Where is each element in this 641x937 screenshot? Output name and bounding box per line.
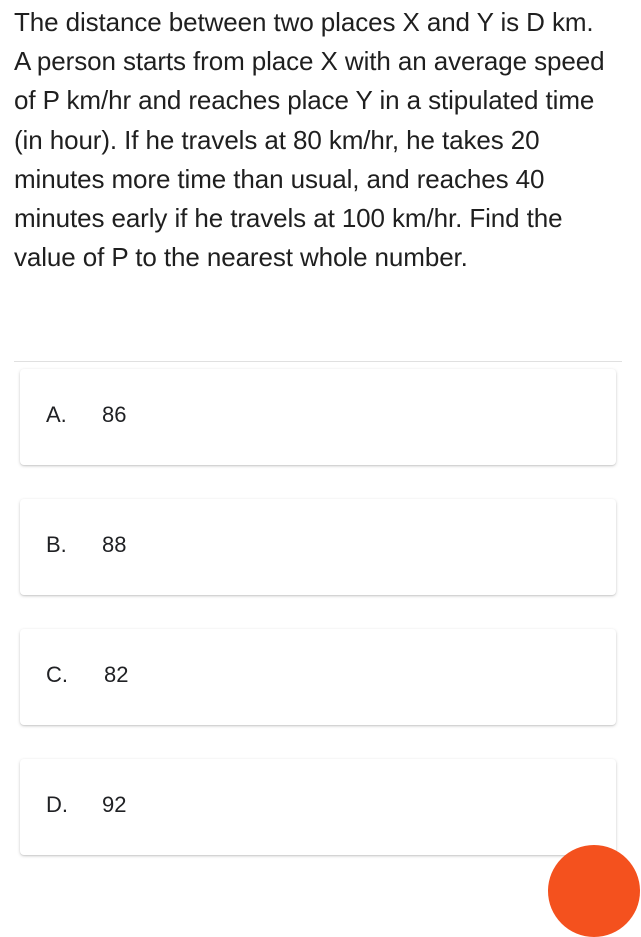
option-d-value: 92 [102, 792, 127, 817]
option-c-card[interactable] [20, 629, 616, 725]
option-d-card[interactable] [20, 759, 616, 855]
option-a-value: 86 [102, 402, 127, 427]
question-text: The distance between two places X and Y is D km. A person starts from place X with an average speed of P km/hr and reaches place Y in a stipulated time (in hour). If he travels at 80 km/hr, he takes 20 minutes more time than usual, and reaches 40 minutes early if he travels at 100 km/hr. Find the value of P to the nearest whole number. [14, 7, 605, 273]
option-c-value: 82 [104, 662, 129, 687]
option-d-letter: D. [46, 792, 68, 817]
option-b-value: 88 [102, 532, 127, 557]
divider [14, 361, 622, 362]
option-a-card[interactable] [20, 369, 616, 465]
floating-action-button[interactable] [548, 845, 640, 937]
option-c-letter: C. [46, 662, 68, 687]
option-b-card[interactable] [20, 499, 616, 595]
option-b-letter: B. [46, 532, 67, 557]
option-a-letter: A. [46, 402, 67, 427]
